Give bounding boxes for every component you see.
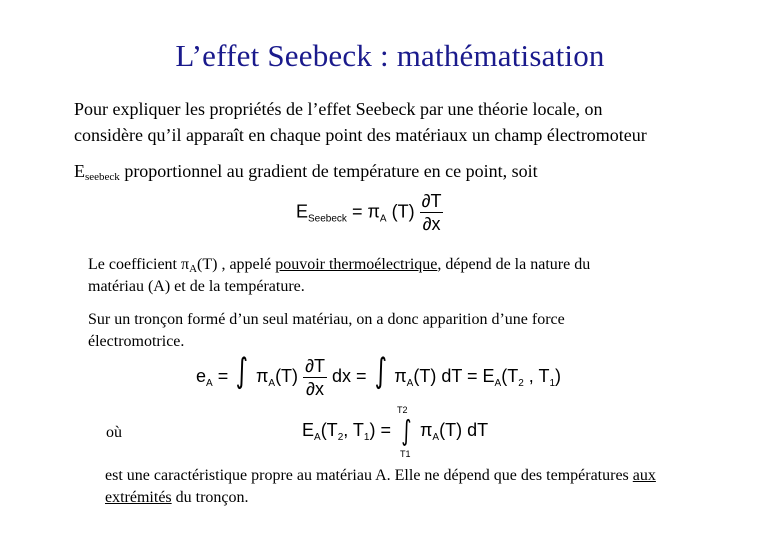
integral-upper-bound: T2 <box>397 405 408 415</box>
seebeck-field-equation: $E_{Seebeck} = \pi_A$ (T) $\frac{\partial T}{\partial x}$ <box>296 191 442 234</box>
integral-sign: ∫ <box>235 351 249 391</box>
conclusion-line-2: extrémités du tronçon. <box>105 489 249 506</box>
gradient-fraction-2: $\frac{\partial T}{\partial x}$ <box>305 355 325 399</box>
page-title: L’effet Seebeck : mathématisation <box>175 38 605 73</box>
conclusion-line-1: est une caractéristique propre au matériau A. Elle ne dépend que des températures aux <box>105 467 656 484</box>
section-paragraph-line-1: Sur un tronçon formé d’un seul matériau, on a donc apparition d’une force <box>88 311 565 328</box>
thermoelectric-power-term: pouvoir thermoélectrique <box>275 256 438 273</box>
coefficient-paragraph-line-1: Le coefficient $\pi_A(T)$ , appelé pouvoir thermoélectrique, dépend de la nature du <box>88 256 591 275</box>
emf-integrand: $\pi_A(T)$ dT <box>420 420 489 443</box>
intro-line-2: considère qu’il apparaît en chaque point des matériaux un champ électromoteur <box>74 125 647 145</box>
intro-line-3: $E_{seebeck}$ proportionnel au gradient de température en ce point, soit <box>74 161 538 183</box>
integral-sign-2: ∫ <box>374 351 387 391</box>
intro-line-1: Pour expliquer les propriétés de l’effet Seebeck par une théorie locale, on <box>74 99 603 119</box>
where-label: où <box>106 424 122 441</box>
integral-lower-bound: T1 <box>400 449 411 459</box>
gradient-fraction: $\frac{\partial T}{\partial x}$ <box>421 191 442 234</box>
coefficient-paragraph-line-2: matériau (A) et de la température. <box>88 278 305 295</box>
section-paragraph-line-2: électromotrice. <box>88 333 185 350</box>
emf-equation: $e_A$ = ∫ $\pi_A(T)$ $\frac{\partial T}{\partial x}$ dx = ∫ $\pi_A(T)$ dT = $E_A(T_2$ , $T_1$) <box>196 351 562 399</box>
emf-definition-equation: $E_A(T_2$, $T_1$) = <box>302 420 391 443</box>
integral-sign-3: ∫ <box>401 414 412 447</box>
